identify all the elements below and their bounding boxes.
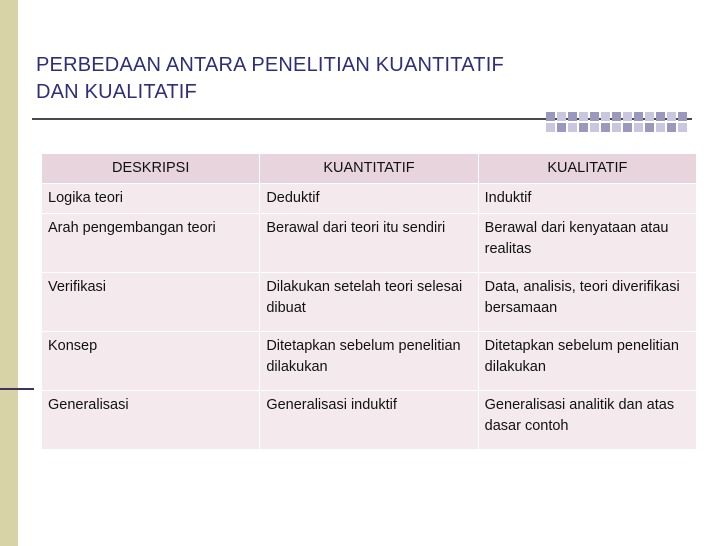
deco-square <box>645 123 654 132</box>
deco-square <box>557 123 566 132</box>
deco-square <box>656 123 665 132</box>
deco-square <box>546 112 555 121</box>
table-row <box>42 214 697 273</box>
deco-square <box>590 112 599 121</box>
deco-square <box>612 123 621 132</box>
table-cell: Ditetapkan sebelum penelitian dilakukan <box>478 332 696 391</box>
table-cell: Generalisasi analitik dan atas dasar contoh <box>478 391 696 450</box>
deco-square <box>667 123 676 132</box>
table-cell: Verifikasi <box>42 273 260 332</box>
header-kualitatif: KUALITATIF <box>478 154 696 184</box>
deco-square <box>678 123 687 132</box>
table-row <box>42 391 697 450</box>
table-row <box>42 332 697 391</box>
table-cell: Berawal dari kenyataan atau realitas <box>478 214 696 273</box>
table-cell: Logika teori <box>42 184 260 214</box>
deco-square <box>656 112 665 121</box>
table-row <box>42 273 697 332</box>
deco-square <box>546 123 555 132</box>
deco-square <box>634 123 643 132</box>
deco-square <box>623 123 632 132</box>
deco-square <box>667 112 676 121</box>
header-kuantitatif: KUANTITATIF <box>260 154 478 184</box>
deco-square <box>612 112 621 121</box>
deco-square <box>601 123 610 132</box>
deco-square <box>579 112 588 121</box>
table-cell: Generalisasi induktif <box>260 391 478 450</box>
deco-square <box>623 112 632 121</box>
deco-square <box>678 112 687 121</box>
deco-square <box>634 112 643 121</box>
table-header-row <box>42 154 697 184</box>
header-deskripsi: DESKRIPSI <box>42 154 260 184</box>
deco-square <box>579 123 588 132</box>
comparison-table <box>41 153 697 450</box>
table-cell: Berawal dari teori itu sendiri <box>260 214 478 273</box>
side-decor-line <box>0 388 34 390</box>
table-cell: Ditetapkan sebelum penelitian dilakukan <box>260 332 478 391</box>
slide-title-line-1: PERBEDAAN ANTARA PENELITIAN KUANTITATIF <box>36 54 504 76</box>
slide-title-line-2: DAN KUALITATIF <box>36 81 197 103</box>
deco-square <box>568 112 577 121</box>
table-cell: Dilakukan setelah teori selesai dibuat <box>260 273 478 332</box>
slide-title <box>36 52 676 106</box>
table-cell: Arah pengembangan teori <box>42 214 260 273</box>
deco-square <box>568 123 577 132</box>
table-cell: Deduktif <box>260 184 478 214</box>
deco-square <box>601 112 610 121</box>
table-cell: Induktif <box>478 184 696 214</box>
deco-square <box>645 112 654 121</box>
table-cell: Konsep <box>42 332 260 391</box>
table-cell: Generalisasi <box>42 391 260 450</box>
deco-square <box>590 123 599 132</box>
side-decor-bar <box>0 0 18 546</box>
table-row <box>42 184 697 214</box>
table-cell: Data, analisis, teori diverifikasi bersamaan <box>478 273 696 332</box>
deco-square <box>557 112 566 121</box>
